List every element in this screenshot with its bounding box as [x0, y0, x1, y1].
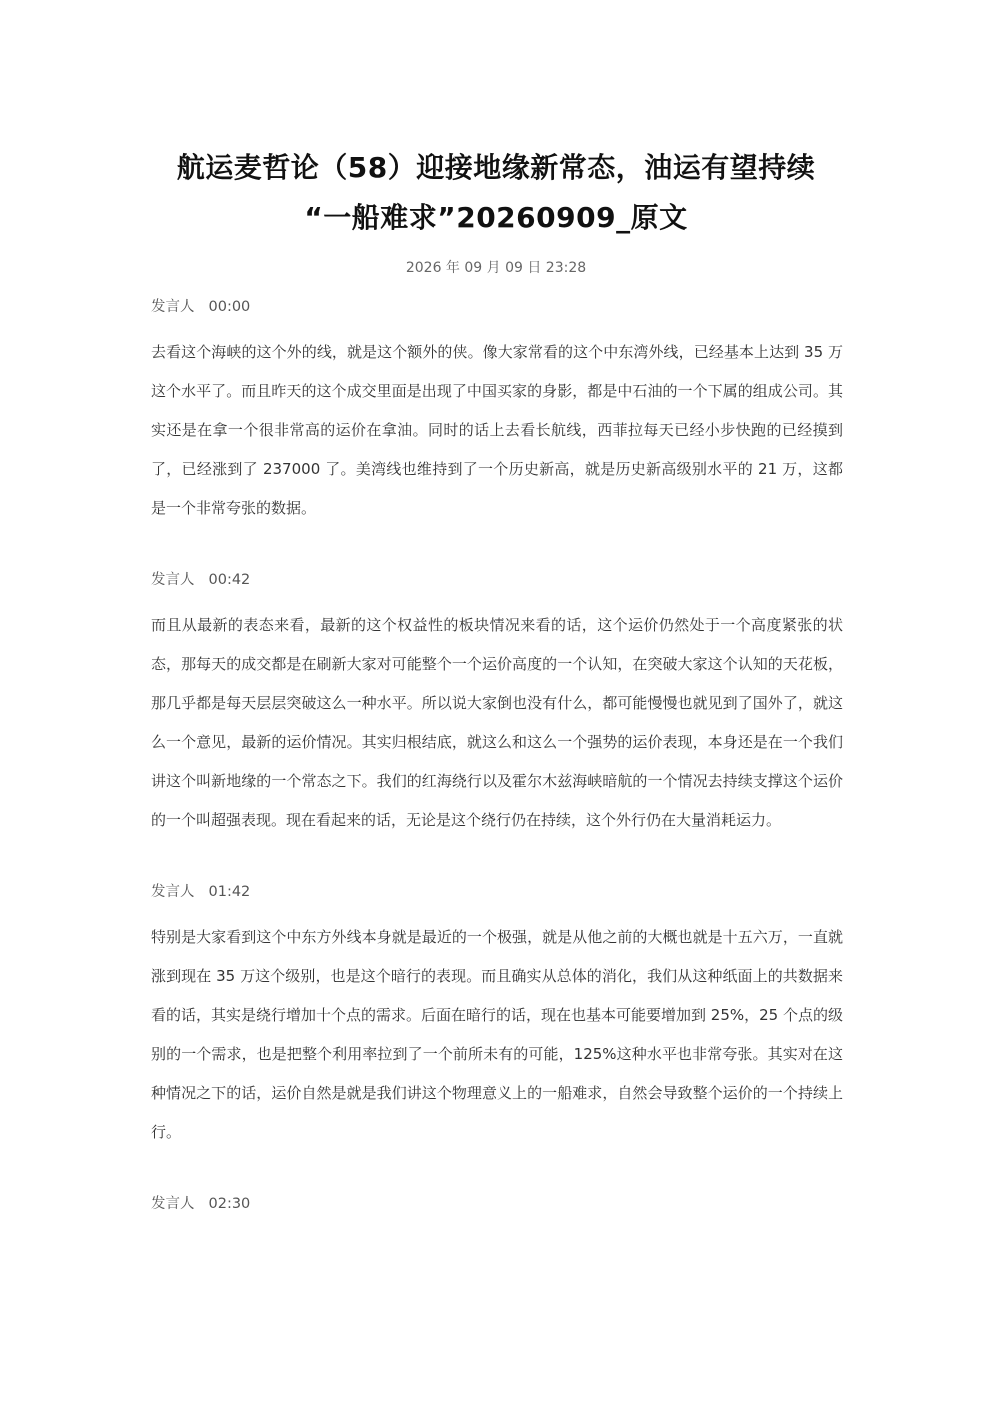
segment-text: 去看这个海峡的这个外的线，就是这个额外的侠。像大家常看的这个中东湾外线，已经基本上达到 35 万这个水平了。而且昨天的这个成交里面是出现了中国买家的身影，都是中石油的一个下属的组成公司。其实还是在拿一个很非常高的运价在拿油。同时的话上去看长航线，西菲拉每天已经小步快跑的已经摸到了，已经涨到了 237000 了。美湾线也维持到了一个历史新高，就是历史新高级别水平的 21 万，这都是一个非常夸张的数据。	[151, 343, 843, 517]
segment-timestamp: 01:42	[208, 884, 251, 900]
segment-timestamp: 00:00	[208, 299, 251, 315]
title-line-2: “一船难求”20260909_原文	[304, 201, 688, 234]
segment-timestamp: 00:42	[208, 572, 251, 588]
speaker-line	[151, 295, 843, 319]
speaker-name: 发言人	[151, 299, 195, 315]
segment-timestamp: 02:30	[208, 1196, 251, 1212]
speaker-line	[151, 1192, 843, 1216]
speaker-name: 发言人	[151, 1196, 195, 1212]
transcript-segment	[151, 568, 843, 840]
speaker-name: 发言人	[151, 572, 195, 588]
transcript-segment	[151, 295, 843, 528]
segment-text: 而且从最新的表态来看，最新的这个权益性的板块情况来看的话，这个运价仍然处于一个高度紧张的状态，那每天的成交都是在刷新大家对可能整个一个运价高度的一个认知，在突破大家这个认知的天花板，那几乎都是每天层层突破这么一种水平。所以说大家倒也没有什么，都可能慢慢也就见到了国外了，就这么一个意见，最新的运价情况。其实归根结底，就这么和这么一个强势的运价表现，本身还是在一个我们讲这个叫新地缘的一个常态之下。我们的红海绕行以及霍尔木兹海峡暗航的一个情况去持续支撑这个运价的一个叫超强表现。现在看起来的话，无论是这个绕行仍在持续，这个外行仍在大量消耗运力。	[151, 616, 843, 829]
transcript-segment	[151, 880, 843, 1152]
document-title	[130, 143, 862, 243]
speaker-name: 发言人	[151, 884, 195, 900]
transcript-segment	[151, 1192, 843, 1216]
speaker-line	[151, 568, 843, 592]
segment-text: 特别是大家看到这个中东方外线本身就是最近的一个极强，就是从他之前的大概也就是十五六万，一直就涨到现在 35 万这个级别，也是这个暗行的表现。而且确实从总体的消化，我们从这种纸面上的共数据来看的话，其实是绕行增加十个点的需求。后面在暗行的话，现在也基本可能要增加到 25%，25 个点的级别的一个需求，也是把整个利用率拉到了一个前所未有的可能，125%这种水平也非常夸张。其实对在这种情况之下的话，运价自然是就是我们讲这个物理意义上的一船难求，自然会导致整个运价的一个持续上行。	[151, 928, 843, 1141]
title-line-1: 航运麦哲论（58）迎接地缘新常态，油运有望持续	[176, 151, 816, 184]
transcript-body	[151, 295, 843, 1256]
speaker-line	[151, 880, 843, 904]
document-datetime: 2026 年 09 月 09 日 23:28	[405, 260, 587, 276]
